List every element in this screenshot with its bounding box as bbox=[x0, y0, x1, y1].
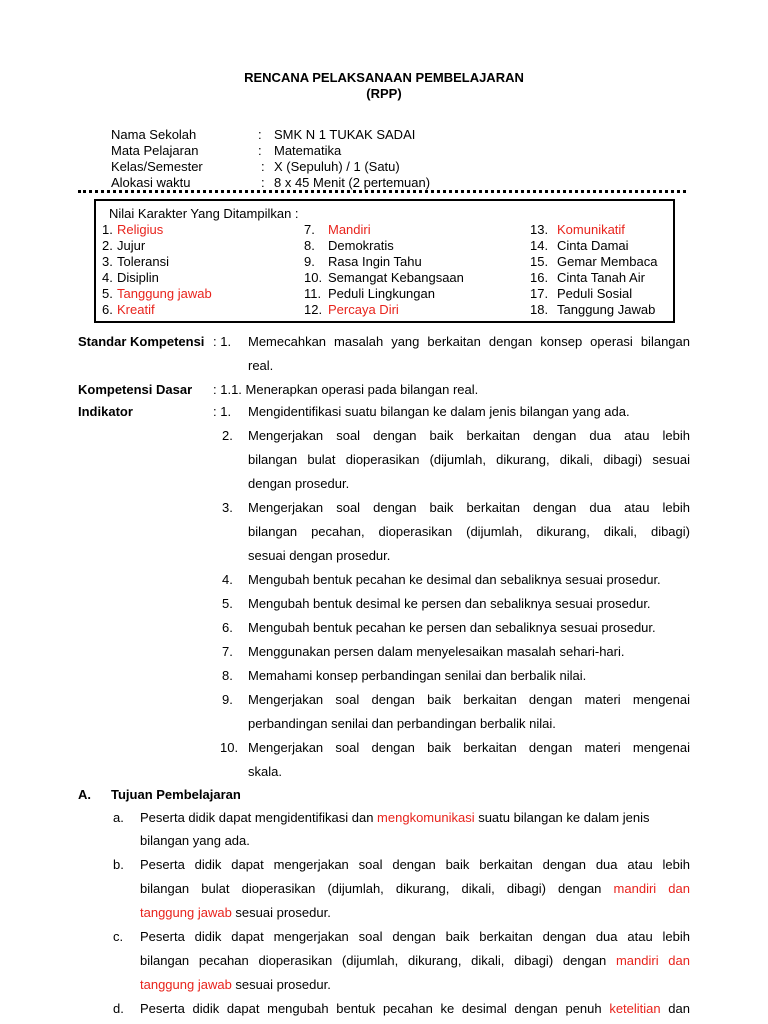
karakter-item: Gemar Membaca bbox=[557, 254, 658, 269]
karakter-item: Komunikatif bbox=[557, 222, 625, 237]
karakter-item-number: 3. bbox=[102, 254, 113, 269]
identity-label: Mata Pelajaran bbox=[111, 143, 199, 158]
karakter-item-number: 13. bbox=[530, 222, 549, 237]
tujuan-item-num: b. bbox=[113, 857, 124, 872]
indikator-number: 7. bbox=[222, 644, 233, 659]
tujuan-heading: Tujuan Pembelajaran bbox=[111, 787, 241, 802]
indikator-text-line: Mengerjakan soal dengan baik berkaitan dengan materi mengenai bbox=[248, 740, 690, 755]
indikator-text-line: Memahami konsep perbandingan senilai dan berbalik nilai. bbox=[248, 668, 587, 683]
identity-value-class: X (Sepuluh) / 1 (Satu) bbox=[274, 159, 400, 174]
karakter-item: Kreatif bbox=[117, 302, 155, 317]
identity-sep: : bbox=[258, 127, 262, 142]
kd-label: Kompetensi Dasar bbox=[78, 382, 193, 397]
tujuan-item-c-line: bilangan pecahan dioperasikan (dijumlah, dikurang, dikali, dibagi) dengan mandiri dan bbox=[140, 953, 690, 968]
karakter-item: Peduli Sosial bbox=[557, 286, 633, 301]
karakter-item-number: 10. bbox=[304, 270, 323, 285]
sk-label: Standar Kompetensi bbox=[78, 334, 205, 349]
indikator-number: 8. bbox=[222, 668, 233, 683]
karakter-item-number: 14. bbox=[530, 238, 549, 253]
indikator-number: 2. bbox=[222, 428, 233, 443]
indikator-number: 3. bbox=[222, 500, 233, 515]
karakter-item-number: 7. bbox=[304, 222, 315, 237]
tujuan-item-b-line: bilangan bulat dioperasikan (dijumlah, dikurang, dikali, dibagi) dengan mandiri dan bbox=[140, 881, 690, 896]
karakter-heading: Nilai Karakter Yang Ditampilkan : bbox=[109, 206, 299, 221]
karakter-item-number: 16. bbox=[530, 270, 549, 285]
karakter-item-number: 5. bbox=[102, 286, 113, 301]
indikator-text-line: bilangan pecahan, dioperasikan (dijumlah, dikurang, dikali, dibagi) bbox=[248, 524, 690, 539]
indikator-text-line: Mengidentifikasi suatu bilangan ke dalam jenis bilangan yang ada. bbox=[248, 404, 630, 419]
identity-label: Alokasi waktu bbox=[111, 175, 191, 190]
dotted-separator bbox=[78, 190, 686, 193]
tujuan-item-b-line: Peserta didik dapat mengerjakan soal dengan baik berkaitan dengan dua atau lebih bbox=[140, 857, 690, 872]
indikator-text-line: sesuai dengan prosedur. bbox=[248, 548, 391, 563]
karakter-item-number: 15. bbox=[530, 254, 549, 269]
karakter-item-number: 4. bbox=[102, 270, 113, 285]
karakter-item-number: 6. bbox=[102, 302, 113, 317]
document-subtitle: (RPP) bbox=[366, 86, 402, 101]
tujuan-item-c-line: Peserta didik dapat mengerjakan soal dengan baik berkaitan dengan dua atau lebih bbox=[140, 929, 690, 944]
karakter-item: Toleransi bbox=[117, 254, 170, 269]
karakter-item: Cinta Damai bbox=[557, 238, 629, 253]
karakter-item: Mandiri bbox=[328, 222, 371, 237]
indikator-text-line: Mengerjakan soal dengan baik berkaitan dengan materi mengenai bbox=[248, 692, 690, 707]
indikator-text-line: Menggunakan persen dalam menyelesaikan masalah sehari-hari. bbox=[248, 644, 625, 659]
karakter-item: Cinta Tanah Air bbox=[557, 270, 645, 285]
sk-text-line: Memecahkan masalah yang berkaitan dengan konsep operasi bilangan bbox=[248, 334, 690, 349]
sk-text-line: real. bbox=[248, 358, 274, 373]
tujuan-item-a-line: bilangan yang ada. bbox=[140, 833, 250, 848]
karakter-item-number: 17. bbox=[530, 286, 549, 301]
identity-sep: : bbox=[261, 159, 265, 174]
sk-number: : 1. bbox=[213, 334, 232, 349]
tujuan-item-num: a. bbox=[113, 810, 124, 825]
karakter-item: Tanggung jawab bbox=[117, 286, 212, 301]
indikator-text-line: perbandingan senilai dan perbandingan berbalik nilai. bbox=[248, 716, 556, 731]
tujuan-item-a-line: Peserta didik dapat mengidentifikasi dan mengkomunikasi suatu bilangan ke dalam jenis bbox=[140, 810, 650, 825]
indikator-number: 6. bbox=[222, 620, 233, 635]
identity-value-school: SMK N 1 TUKAK SADAI bbox=[274, 127, 416, 142]
tujuan-item-d-line: Peserta didik dapat mengubah bentuk pecahan ke desimal dengan penuh ketelitian dan bbox=[140, 1001, 690, 1016]
karakter-item: Disiplin bbox=[117, 270, 159, 285]
indikator-label: Indikator bbox=[78, 404, 133, 419]
indikator-number: 5. bbox=[222, 596, 233, 611]
karakter-item: Jujur bbox=[117, 238, 146, 253]
indikator-text-line: Mengubah bentuk pecahan ke desimal dan sebaliknya sesuai prosedur. bbox=[248, 572, 661, 587]
indikator-number: 4. bbox=[222, 572, 233, 587]
indikator-number: : 1. bbox=[213, 404, 232, 419]
karakter-item: Demokratis bbox=[328, 238, 394, 253]
identity-label: Kelas/Semester bbox=[111, 159, 203, 174]
indikator-text-line: Mengerjakan soal dengan baik berkaitan dengan dua atau lebih bbox=[248, 428, 690, 443]
karakter-item-number: 1. bbox=[102, 222, 113, 237]
kd-text: : 1.1. Menerapkan operasi pada bilangan real. bbox=[213, 382, 479, 397]
karakter-item-number: 8. bbox=[304, 238, 315, 253]
indikator-text-line: Mengerjakan soal dengan baik berkaitan dengan dua atau lebih bbox=[248, 500, 690, 515]
identity-value-time: 8 x 45 Menit (2 pertemuan) bbox=[274, 175, 431, 190]
karakter-item-number: 12. bbox=[304, 302, 323, 317]
document-title: RENCANA PELAKSANAAN PEMBELAJARAN bbox=[244, 70, 524, 85]
karakter-item: Religius bbox=[117, 222, 164, 237]
karakter-item-number: 2. bbox=[102, 238, 113, 253]
indikator-text-line: skala. bbox=[248, 764, 282, 779]
karakter-item-number: 9. bbox=[304, 254, 315, 269]
indikator-text-line: dengan prosedur. bbox=[248, 476, 350, 491]
karakter-item: Percaya Diri bbox=[328, 302, 399, 317]
indikator-text-line: Mengubah bentuk pecahan ke persen dan sebaliknya sesuai prosedur. bbox=[248, 620, 656, 635]
karakter-item-number: 11. bbox=[304, 286, 322, 301]
karakter-item: Tanggung Jawab bbox=[557, 302, 656, 317]
tujuan-item-num: d. bbox=[113, 1001, 124, 1016]
indikator-number: 10. bbox=[220, 740, 239, 755]
identity-sep: : bbox=[258, 143, 262, 158]
tujuan-letter: A. bbox=[78, 787, 91, 802]
tujuan-item-num: c. bbox=[113, 929, 124, 944]
karakter-item: Semangat Kebangsaan bbox=[328, 270, 464, 285]
tujuan-item-b-line: tanggung jawab sesuai prosedur. bbox=[140, 905, 331, 920]
indikator-number: 9. bbox=[222, 692, 233, 707]
indikator-text-line: Mengubah bentuk desimal ke persen dan sebaliknya sesuai prosedur. bbox=[248, 596, 651, 611]
karakter-item: Rasa Ingin Tahu bbox=[328, 254, 422, 269]
identity-sep: : bbox=[261, 175, 265, 190]
indikator-text-line: bilangan bulat dioperasikan (dijumlah, dikurang, dikali, dibagi) sesuai bbox=[248, 452, 690, 467]
identity-value-subject: Matematika bbox=[274, 143, 342, 158]
karakter-item: Peduli Lingkungan bbox=[328, 286, 435, 301]
tujuan-item-c-line: tanggung jawab sesuai prosedur. bbox=[140, 977, 331, 992]
karakter-item-number: 18. bbox=[530, 302, 549, 317]
identity-label: Nama Sekolah bbox=[111, 127, 197, 142]
